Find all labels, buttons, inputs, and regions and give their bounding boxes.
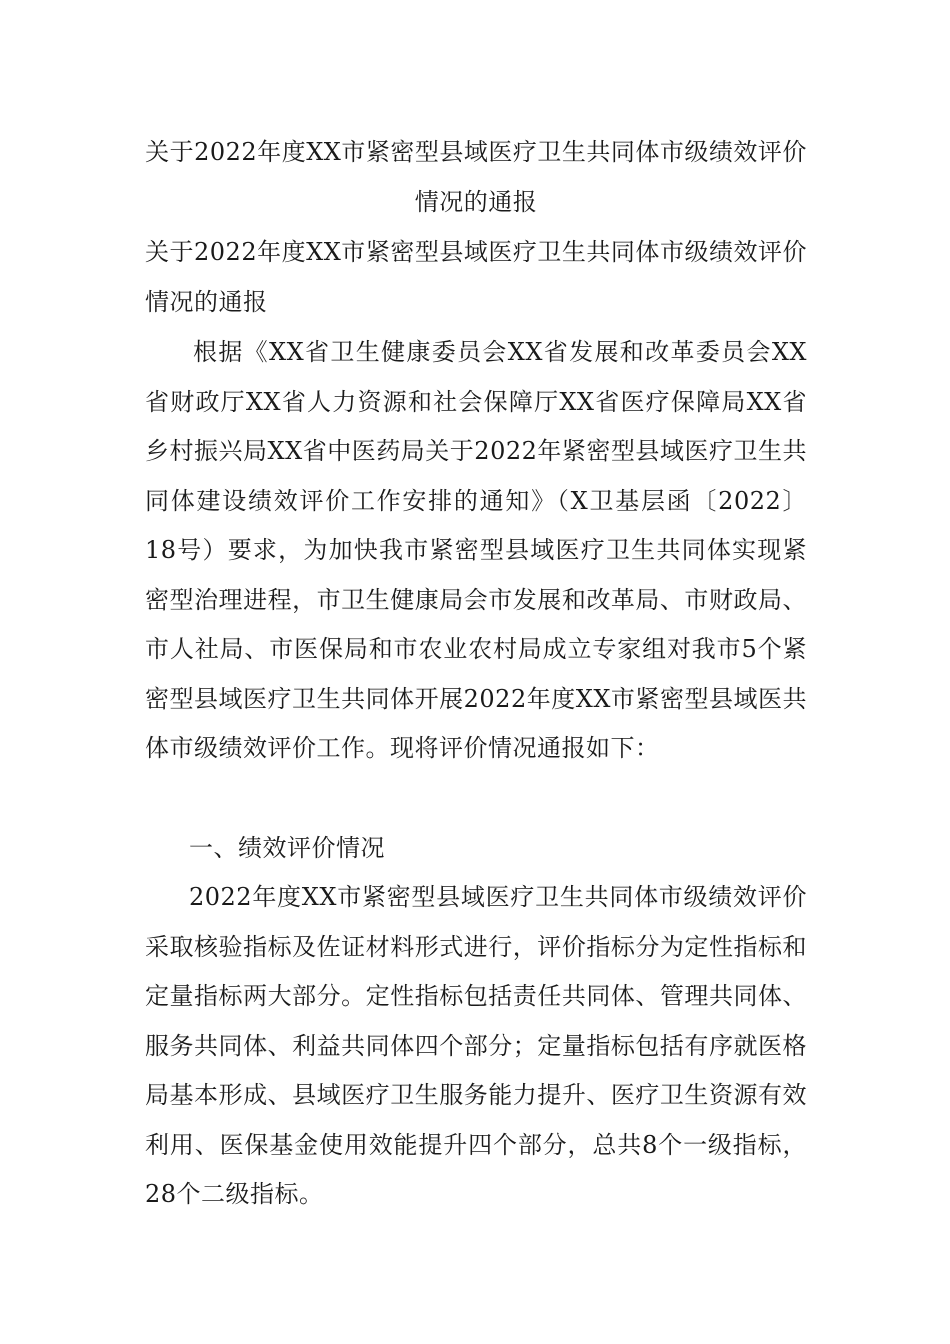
document-title: 关于2022年度XX市紧密型县域医疗卫生共同体市级绩效评价情况的通报 xyxy=(145,138,807,216)
section-heading-1: 一、绩效评价情况 xyxy=(189,834,385,862)
document-title-repeat: 关于2022年度XX市紧密型县域医疗卫生共同体市级绩效评价情况的通报 xyxy=(145,238,807,316)
body-paragraph-2: 2022年度XX市紧密型县域医疗卫生共同体市级绩效评价采取核验指标及佐证材料形式进行，评价指标分为定性指标和定量指标两大部分。定性指标包括责任共同体、管理共同体、服务共同体、利益共同体四个部分；定量指标包括有序就医格局基本形成、县域医疗卫生服务能力提升、医疗卫生资源有效利用、医保基金使用效能提升四个部分，总共8个一级指标，28个二级指标。 xyxy=(145,883,807,1208)
body-paragraph-1: 根据《XX省卫生健康委员会XX省发展和改革委员会XX省财政厅XX省人力资源和社会保障厅XX省医疗保障局XX省乡村振兴局XX省中医药局关于2022年紧密型县域医疗卫生共同体建设绩效评价工作安排的通知》（X卫基层函〔2022〕18号）要求，为加快我市紧密型县域医疗卫生共同体实现紧密型治理进程，市卫生健康局会市发展和改革局、市财政局、市人社局、市医保局和市农业农村局成立专家组对我市5个紧密型县域医疗卫生共同体开展2022年度XX市紧密型县域医共体市级绩效评价工作。现将评价情况通报如下： xyxy=(145,338,807,762)
